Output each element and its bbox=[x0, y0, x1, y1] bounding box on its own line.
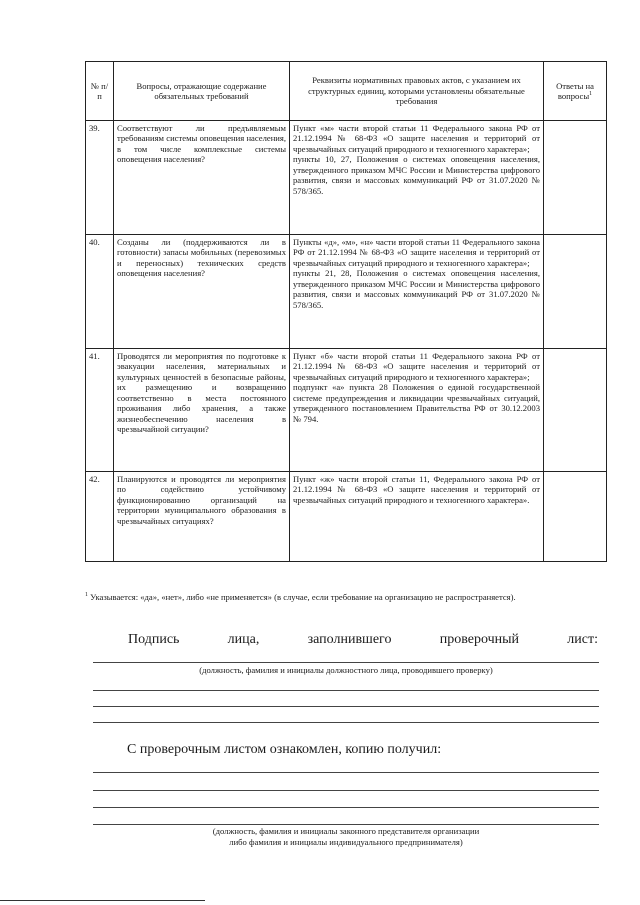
row-answer bbox=[544, 472, 607, 562]
row-number: 39. bbox=[86, 121, 114, 235]
page-bottom-rule bbox=[0, 900, 205, 901]
row-question: Соответствуют ли предъявляемым требованиям системы оповещения населения, в том числе комплексные системы оповещения населения? bbox=[114, 121, 290, 235]
header-answers-label: Ответы на вопросы bbox=[556, 80, 594, 101]
row-question: Созданы ли (поддерживаются ли в готовности) запасы мобильных (перевозимых и переносных) технических средств оповещения населения? bbox=[114, 235, 290, 349]
signature-line[interactable] bbox=[93, 690, 599, 691]
row-number: 42. bbox=[86, 472, 114, 562]
acknowledgement-caption-line: (должность, фамилия и инициалы законного представителя организации bbox=[212, 826, 480, 836]
signature-line[interactable] bbox=[93, 722, 599, 723]
acknowledgement-caption-line: либо фамилия и инициалы индивидуального предпринимателя) bbox=[229, 837, 463, 848]
row-requisites: Пункт «б» части второй статьи 11 Федерального закона РФ от 21.12.1994 № 68-ФЗ «О защите населения и территорий от чрезвычайных ситуаций природного и техногенного характера»; подпункт «а» пункта 28 Положения о единой государственной системе предупреждения и ликвидации чрезвычайных ситуаций, утвержденного постановлением Правительства РФ от 30.12.2003 № 794. bbox=[290, 349, 544, 472]
signature-word: проверочный bbox=[439, 632, 520, 647]
row-question: Планируются и проводятся ли мероприятия по содействию устойчивому функционированию организаций на территории муниципального образования в чрезвычайных ситуациях? bbox=[114, 472, 290, 562]
row-number: 40. bbox=[86, 235, 114, 349]
row-answer bbox=[544, 349, 607, 472]
signature-line[interactable] bbox=[93, 706, 599, 707]
footnote bbox=[85, 592, 603, 603]
row-answer bbox=[544, 121, 607, 235]
signature-word: Подпись bbox=[128, 632, 180, 647]
signature-word: лица, bbox=[227, 632, 260, 647]
row-requisites: Пункт «м» части второй статьи 11 Федерального закона РФ от 21.12.1994 № 68-ФЗ «О защите населения и территорий от чрезвычайных ситуаций природного и техногенного характера»; пункты 10, 27, Положения о системах оповещения населения, утвержденного приказом МЧС России и Министерства цифрового развития, связи и массовых коммуникаций РФ от 31.07.2020 № 578/365. bbox=[290, 121, 544, 235]
acknowledgement-line[interactable] bbox=[93, 824, 599, 825]
checklist-table bbox=[85, 61, 607, 562]
header-requisites: Реквизиты нормативных правовых актов, с указанием их структурных единиц, которыми установлены обязательные требования bbox=[290, 62, 544, 121]
row-question: Проводятся ли мероприятия по подготовке к эвакуации населения, материальных и культурных ценностей в безопасные районы, их размещению и возвращению соответственно в места постоянного проживания либо хранения, а также жизнеобеспечению населения в чрезвычайной ситуации? bbox=[114, 349, 290, 472]
row-requisites: Пункт «ж» части второй статьи 11, Федерального закона РФ от 21.12.1994 № 68-ФЗ «О защите населения и территорий от чрезвычайных ситуаций природного и техногенного характера». bbox=[290, 472, 544, 562]
signature-title bbox=[128, 632, 598, 648]
signature-caption: (должность, фамилия и инициалы должностного лица, проводившего проверку) bbox=[199, 665, 493, 675]
header-num: № п/п bbox=[86, 62, 114, 121]
acknowledgement-line[interactable] bbox=[93, 790, 599, 791]
acknowledgement-caption bbox=[93, 826, 599, 848]
table-row bbox=[86, 235, 607, 349]
footnote-ref: 1 bbox=[589, 91, 593, 98]
table-row bbox=[86, 121, 607, 235]
table-row bbox=[86, 472, 607, 562]
row-answer bbox=[544, 235, 607, 349]
table-header-row bbox=[86, 62, 607, 121]
header-answers bbox=[544, 62, 607, 121]
acknowledgement-title: С проверочным листом ознакомлен, копию получил: bbox=[127, 742, 442, 757]
row-requisites: Пункты «д», «м», «н» части второй статьи 11 Федерального закона РФ от 21.12.1994 № 68-ФЗ «О защите населения и территорий от чрезвычайных ситуаций природного и техногенного характера»; пункты 21, 28, Положения о системах оповещения населения, утвержденного приказом МЧС России и Министерства цифрового развития, связи и массовых коммуникаций РФ от 31.07.2020 № 578/365. bbox=[290, 235, 544, 349]
table-row bbox=[86, 349, 607, 472]
signature-word: лист: bbox=[567, 632, 598, 647]
signature-line[interactable] bbox=[93, 662, 599, 663]
row-number: 41. bbox=[86, 349, 114, 472]
footnote-mark: 1 bbox=[85, 592, 88, 599]
header-question: Вопросы, отражающие содержание обязательных требований bbox=[114, 62, 290, 121]
signature-word: заполнившего bbox=[307, 632, 392, 647]
acknowledgement-line[interactable] bbox=[93, 807, 599, 808]
footnote-text: Указывается: «да», «нет», либо «не применяется» (в случае, если требование на организацию не распространяется). bbox=[88, 592, 516, 602]
acknowledgement-line[interactable] bbox=[93, 772, 599, 773]
